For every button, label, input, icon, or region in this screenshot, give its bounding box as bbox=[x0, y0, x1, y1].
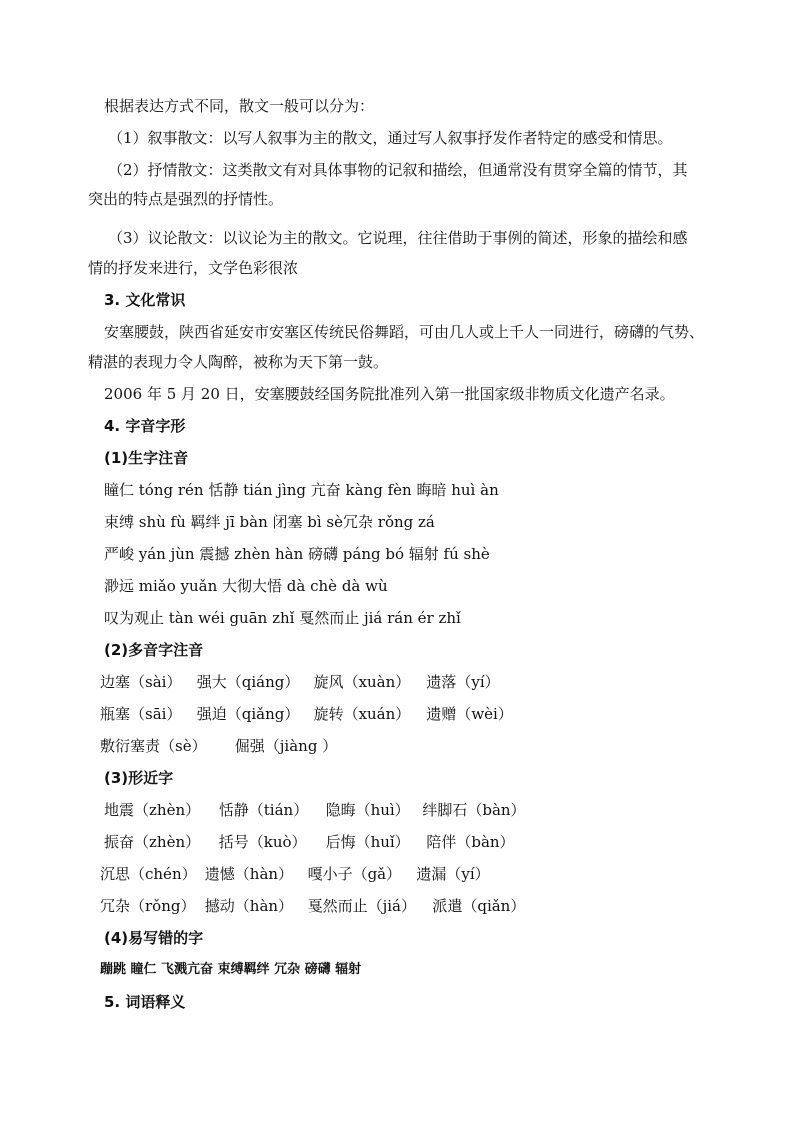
subheading-similar-characters: (3)形近字 bbox=[104, 769, 174, 787]
subheading-polyphones: (2)多音字注音 bbox=[104, 641, 204, 659]
pinyin-line: 严峻 yán jùn 震撼 zhèn hàn 磅礴 páng bó 辐射 fú shè bbox=[104, 545, 490, 563]
pinyin-line: 叹为观止 tàn wéi guān zhǐ 戛然而止 jiá rán ér zhǐ bbox=[104, 609, 461, 627]
similar-row bbox=[104, 832, 515, 852]
typo-line: 蹦跳 瞳仁 飞溅亢奋 束缚羁绊 冗杂 磅礴 辐射 bbox=[100, 962, 362, 977]
similar-item: 遗漏（yí） bbox=[416, 865, 490, 883]
similar-item: 恬静（tián） bbox=[218, 801, 309, 819]
polyphone-row bbox=[100, 736, 337, 756]
pinyin-line: 渺远 miǎo yuǎn 大彻大悟 dà chè dà wù bbox=[104, 577, 388, 595]
polyphone-item: 遗落（yí） bbox=[426, 673, 500, 691]
heading-characters: 4. 字音字形 bbox=[104, 417, 186, 435]
similar-item: 绊脚石（bàn） bbox=[422, 801, 526, 819]
pinyin-line: 瞳仁 tóng rén 恬静 tián jìng 亢奋 kàng fèn 晦暗 huì àn bbox=[104, 481, 499, 499]
prose-type-3-line2: 情的抒发来进行，文学色彩很浓 bbox=[88, 259, 299, 277]
similar-row bbox=[100, 896, 525, 916]
culture-line2: 精湛的表现力令人陶醉，被称为天下第一鼓。 bbox=[88, 353, 389, 371]
heading-word-meanings: 5. 词语释义 bbox=[104, 993, 186, 1011]
similar-item: 括号（kuò） bbox=[218, 833, 307, 851]
similar-row bbox=[100, 864, 490, 884]
similar-item: 陪伴（bàn） bbox=[426, 833, 515, 851]
similar-item: 嘎小子（gǎ） bbox=[307, 865, 402, 883]
prose-type-1: （1）叙事散文：以写人叙事为主的散文，通过写人叙事抒发作者特定的感受和情思。 bbox=[108, 129, 673, 147]
polyphone-item: 敷衍塞责（sè） bbox=[100, 737, 207, 755]
similar-item: 沉思（chén） bbox=[100, 865, 197, 883]
polyphone-row bbox=[100, 672, 500, 692]
similar-item: 戛然而止（jiá） bbox=[307, 897, 416, 915]
similar-item: 地震（zhèn） bbox=[104, 801, 201, 819]
polyphone-item: 边塞（sài） bbox=[100, 673, 182, 691]
polyphone-row bbox=[100, 704, 513, 724]
heading-culture: 3. 文化常识 bbox=[104, 291, 186, 309]
subheading-new-words: (1)生字注音 bbox=[104, 449, 189, 467]
similar-item: 冗杂（rǒng） bbox=[100, 897, 196, 915]
intro-text: 根据表达方式不同，散文一般可以分为： bbox=[104, 97, 375, 115]
polyphone-item: 旋转（xuán） bbox=[313, 705, 411, 723]
polyphone-item: 强大（qiáng） bbox=[196, 673, 300, 691]
similar-item: 派遣（qiǎn） bbox=[432, 897, 526, 915]
prose-type-3-line1: （3）议论散文：以议论为主的散文。它说理，往往借助于事例的简述，形象的描绘和感 bbox=[108, 229, 688, 247]
polyphone-item: 强迫（qiǎng） bbox=[196, 705, 300, 723]
similar-row bbox=[104, 800, 526, 820]
similar-item: 振奋（zhèn） bbox=[104, 833, 201, 851]
similar-item: 遗憾（hàn） bbox=[204, 865, 294, 883]
polyphone-item: 倔强（jiàng ） bbox=[234, 737, 338, 755]
culture-line1: 安塞腰鼓，陕西省延安市安塞区传统民俗舞蹈，可由几人或上千人一同进行，磅礴的气势、 bbox=[104, 323, 705, 341]
polyphone-item: 遗赠（wèi） bbox=[426, 705, 513, 723]
prose-type-2-line1: （2）抒情散文：这类散文有对具体事物的记叙和描绘，但通常没有贯穿全篇的情节，其 bbox=[108, 161, 688, 179]
similar-item: 后悔（huǐ） bbox=[325, 833, 410, 851]
similar-item: 隐晦（huì） bbox=[325, 801, 410, 819]
prose-type-2-line2: 突出的特点是强烈的抒情性。 bbox=[88, 190, 284, 208]
culture-line3: 2006 年 5 月 20 日，安塞腰鼓经国务院批准列入第一批国家级非物质文化遗产名录。 bbox=[104, 385, 675, 403]
polyphone-item: 旋风（xuàn） bbox=[313, 673, 411, 691]
polyphone-item: 瓶塞（sāi） bbox=[100, 705, 182, 723]
subheading-common-typos: (4)易写错的字 bbox=[104, 929, 204, 947]
similar-item: 撼动（hàn） bbox=[204, 897, 294, 915]
pinyin-line: 束缚 shù fù 羁绊 jī bàn 闭塞 bì sè冗杂 rǒng zá bbox=[104, 513, 435, 531]
